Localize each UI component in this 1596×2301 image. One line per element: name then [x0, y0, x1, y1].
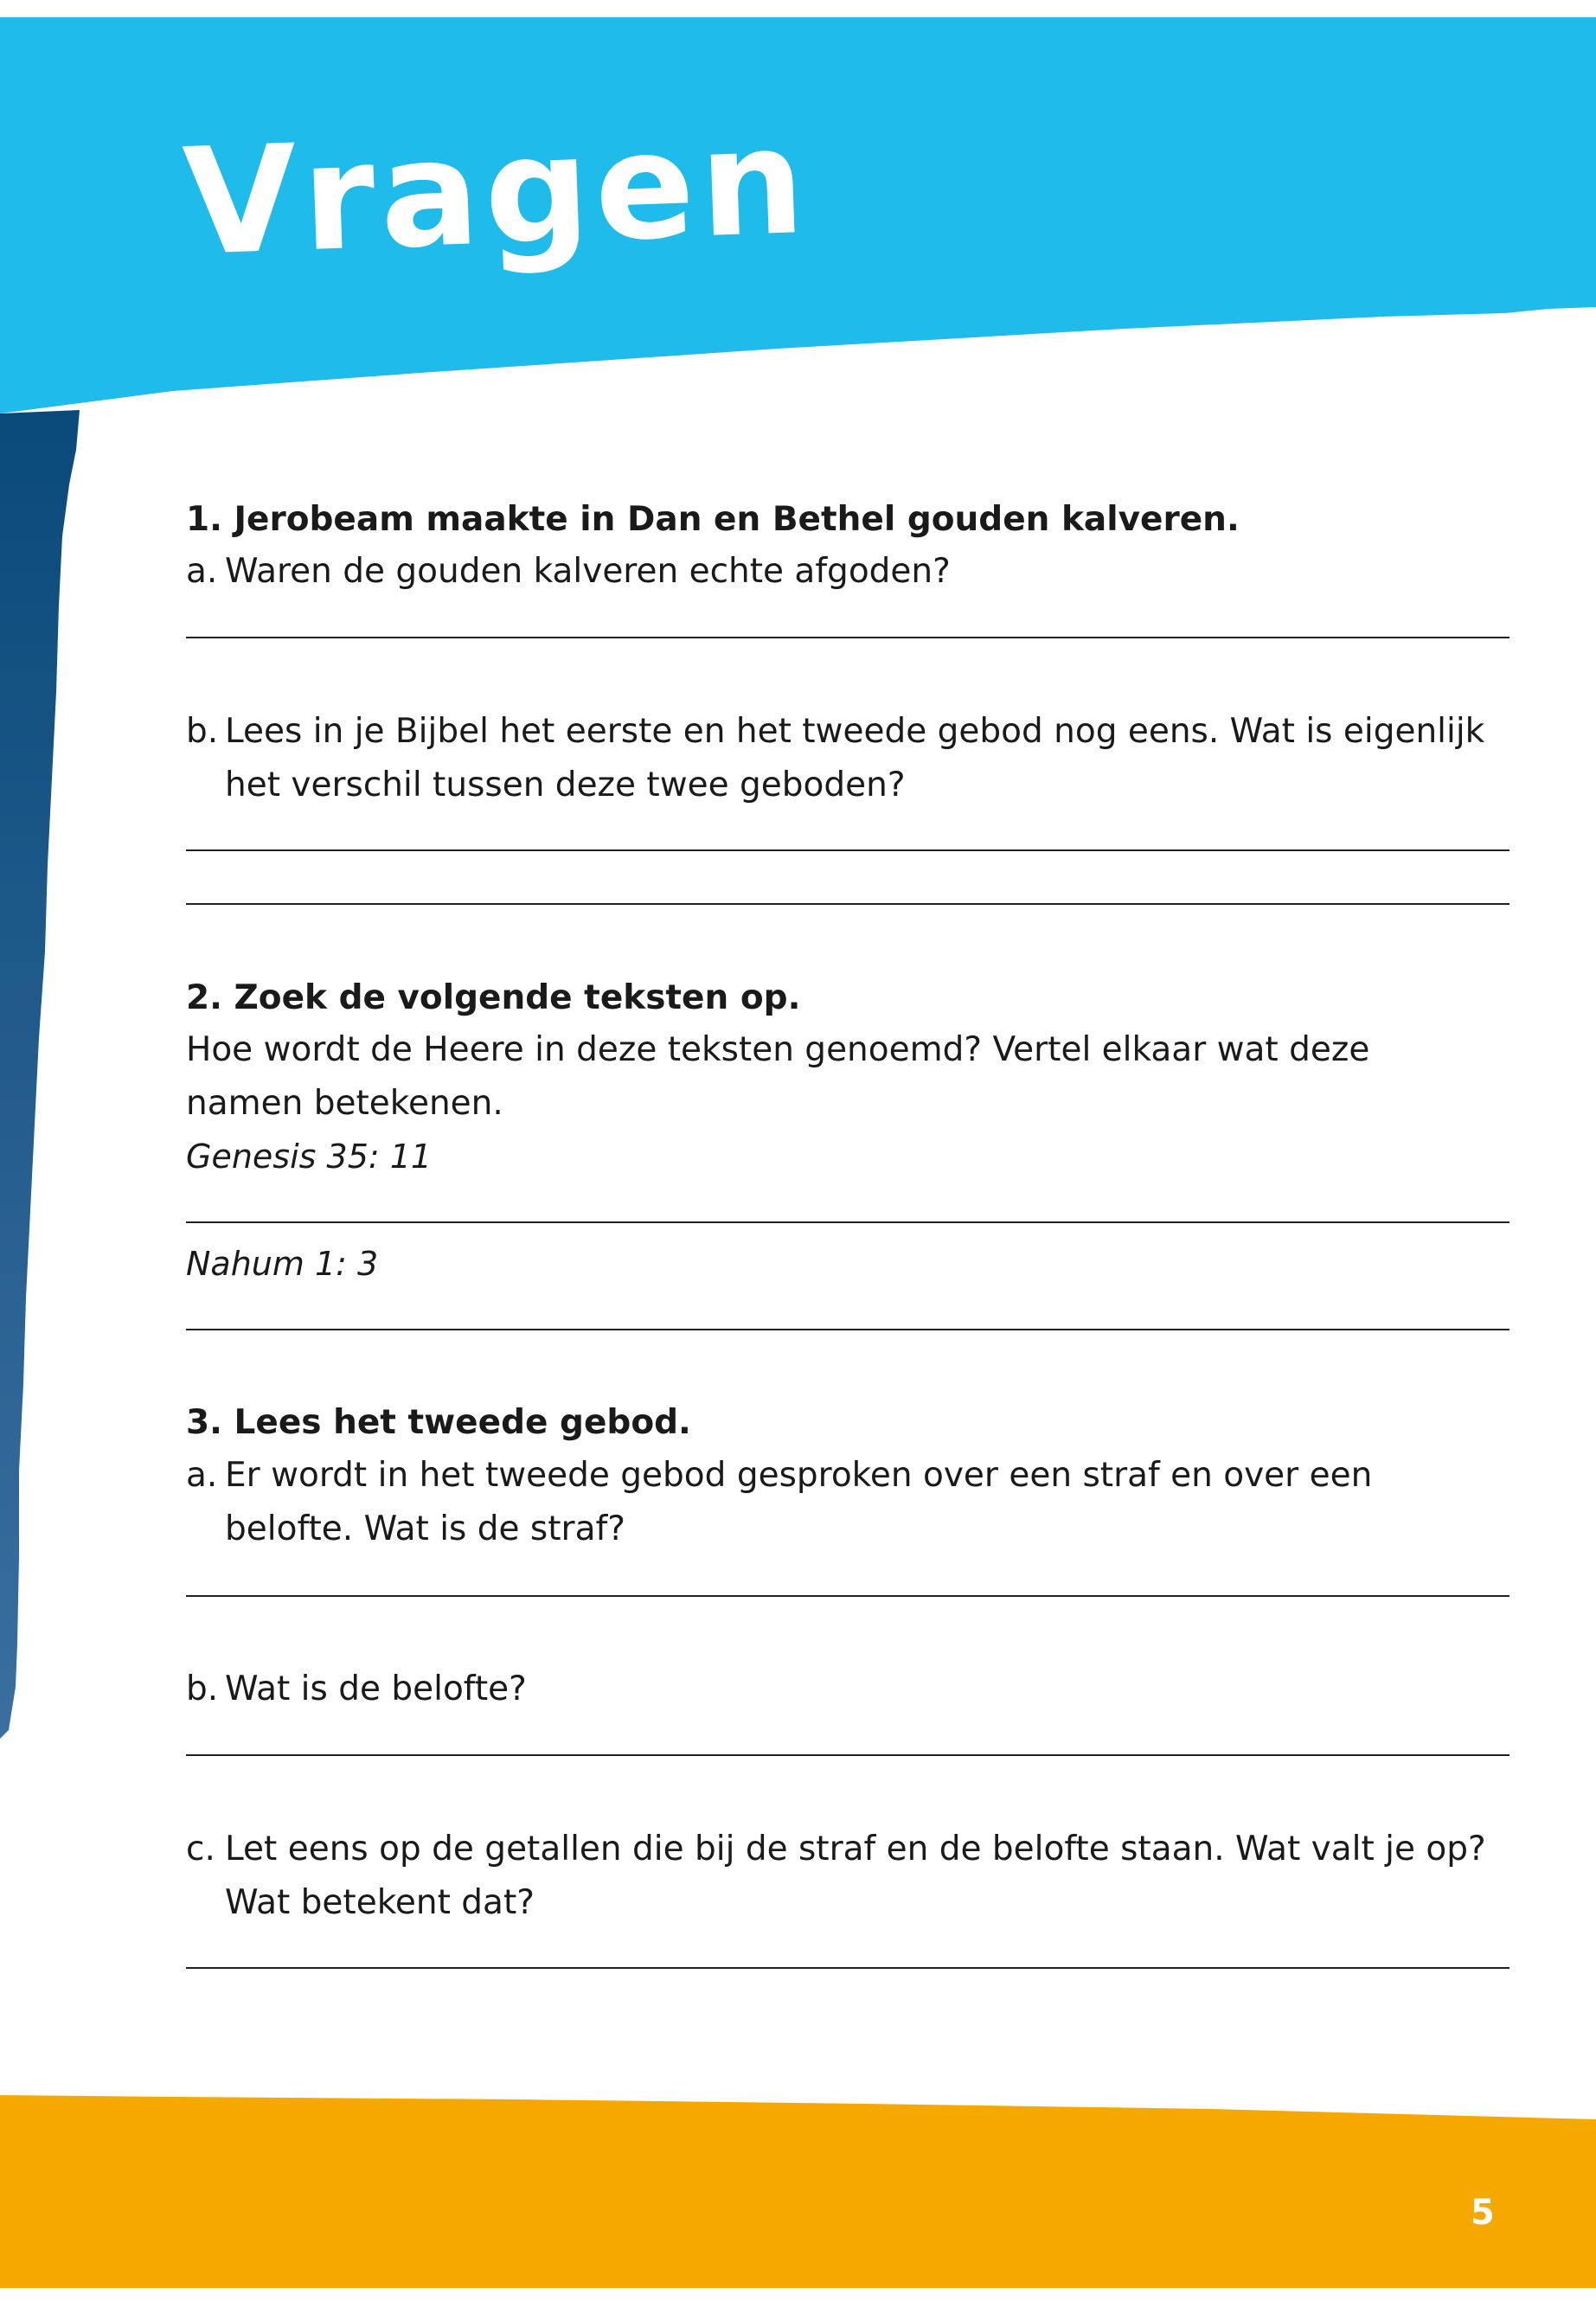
answer-line[interactable] — [186, 1967, 1509, 1969]
answer-line[interactable] — [186, 637, 1509, 638]
bible-reference-genesis: Genesis 35: 11 — [186, 1138, 433, 1176]
question-3a-text: Er wordt in het tweede gebod gesproken over een straf en over een belofte. Wat is de straf? — [225, 1456, 1373, 1548]
question-1b — [186, 705, 1509, 812]
side-stripe — [0, 410, 80, 1739]
answer-line[interactable] — [186, 1221, 1509, 1223]
question-3c — [186, 1823, 1509, 1930]
answer-line[interactable] — [186, 903, 1509, 905]
bible-reference-nahum: Nahum 1: 3 — [186, 1245, 379, 1283]
page-title: Vragen — [180, 95, 813, 289]
question-2-instruction: Hoe wordt de Heere in deze teksten genoemd? Vertel elkaar wat deze namen betekenen. — [186, 1030, 1370, 1123]
question-1b-label: b. — [186, 712, 219, 751]
answer-line[interactable] — [186, 1754, 1509, 1756]
question-3-heading: 3. Lees het tweede gebod. — [186, 1403, 691, 1442]
question-1a — [186, 545, 1509, 599]
question-3b-label: b. — [186, 1670, 219, 1708]
question-3b-text: Wat is de belofte? — [225, 1670, 527, 1708]
question-3b — [186, 1663, 1509, 1716]
question-1a-text: Waren de gouden kalveren echte afgoden? — [225, 552, 951, 591]
answer-line[interactable] — [186, 1595, 1509, 1597]
page-number: 5 — [1471, 2193, 1495, 2233]
answer-line[interactable] — [186, 1329, 1509, 1330]
question-1-heading: 1. Jerobeam maakte in Dan en Bethel gouden kalveren. — [186, 500, 1240, 539]
question-3c-label: c. — [186, 1830, 215, 1868]
question-3a-label: a. — [186, 1456, 218, 1495]
question-2-heading: 2. Zoek de volgende teksten op. — [186, 978, 801, 1017]
footer-band — [0, 2095, 1596, 2288]
answer-line[interactable] — [186, 849, 1509, 851]
question-1a-label: a. — [186, 552, 218, 591]
question-1b-text: Lees in je Bijbel het eerste en het tweede gebod nog eens. Wat is eigenlijk het verschil tussen deze twee geboden? — [225, 712, 1485, 804]
question-3c-text: Let eens op de getallen die bij de straf en de belofte staan. Wat valt je op? Wat betekent dat? — [225, 1830, 1486, 1922]
question-3a — [186, 1449, 1509, 1556]
